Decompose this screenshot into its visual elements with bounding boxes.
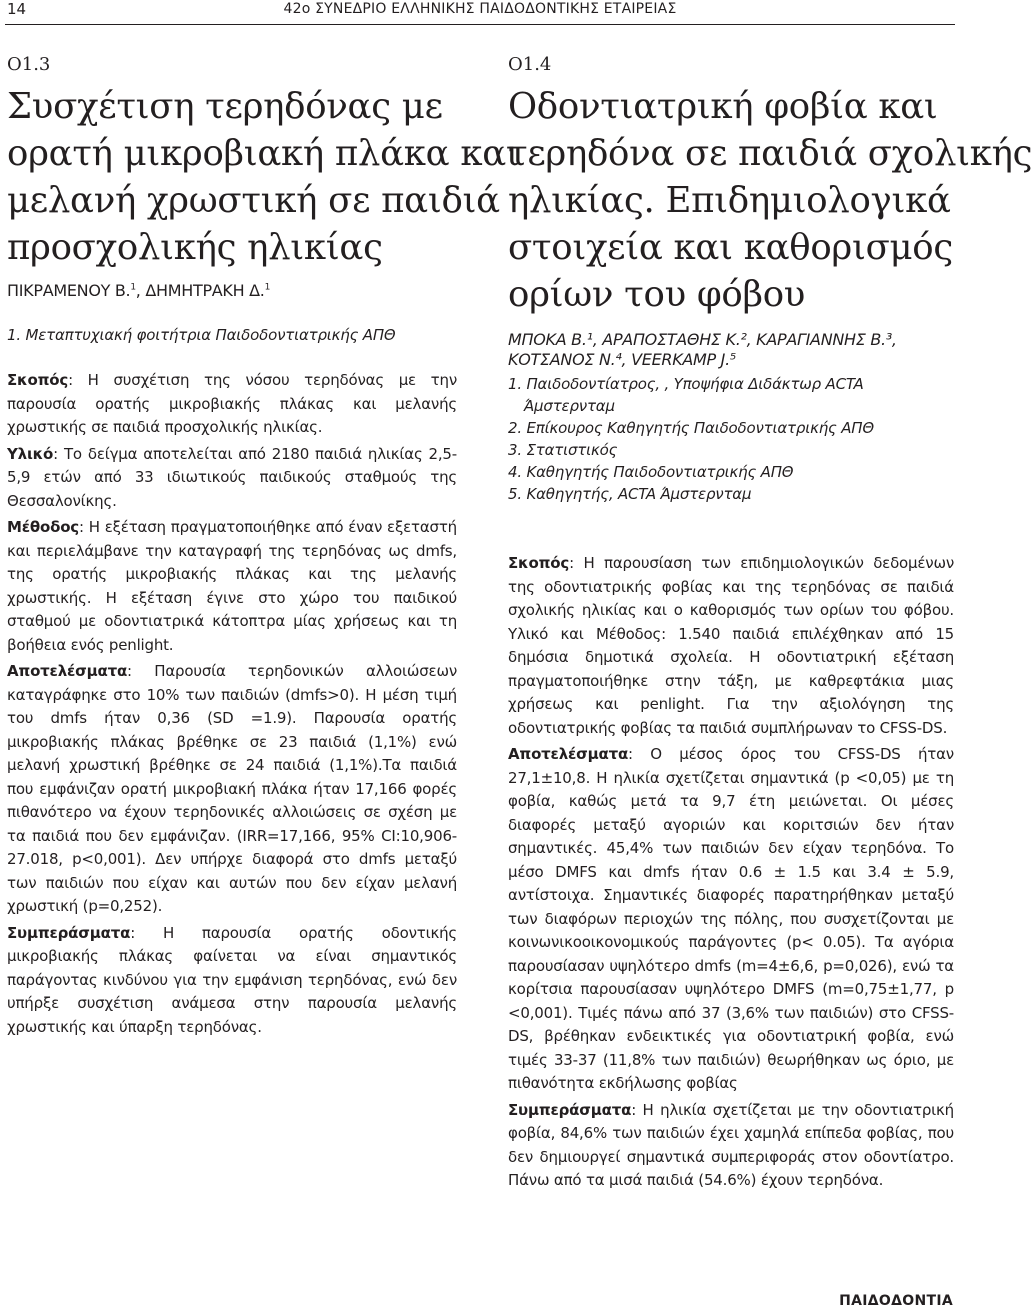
abstract-title [7, 83, 520, 271]
section-text: : Η εξέταση πραγματοποιήθηκε από έναν εξεταστή και περιελάμβανε την καταγραφή της τερηδόνας ως dmfs, της ορατής μικροβιακής πλάκας και της μελανής χρωστικής. Η εξέταση έγινε στο χώρο του παιδικού σταθμού με οδοντιατρικά κάτοπτρα μίας χρήσεως και τη βοήθεια ενός penlight. [7, 518, 457, 654]
affiliation-line: Άμστερνταμ [524, 397, 615, 415]
page-number: 14 [7, 0, 27, 18]
section-label: Συμπεράσματα [508, 1100, 632, 1119]
authors-line: ΜΠΟΚΑ Β.¹, ΑΡΑΠΟΣΤΑΘΗΣ Κ.², ΚΑΡΑΓΙΑΝΝΗΣ Β.³, [508, 330, 897, 349]
affiliation-line: 5. Καθηγητής, ACTA Άμστερνταμ [508, 485, 752, 503]
authors [508, 330, 897, 370]
running-header [0, 0, 960, 30]
affiliation-line: 1. Παιδοδοντίατρος, , Υποψήφια Διδάκτωρ ACTA [508, 375, 864, 393]
title-line: Οδοντιατρική φοβία και [508, 86, 938, 127]
section-text: : Η ηλικία σχετίζεται με την οδοντιατρική φοβία, 84,6% των παιδιών έχει χαμηλά επίπεδα φοβίας, που δεν δημιουργεί σημαντικά συμπεριφοράς στον οδοντίατρο. Πάνω από τα μισά παιδιά (54.6%) έχουν τερηδόνα. [508, 1100, 954, 1189]
authors-line: ΚΟΤΣΑΝΟΣ Ν.⁴, VEERKAMP J.⁵ [508, 350, 736, 369]
abstract-body [7, 369, 457, 1039]
journal-footer: ΠΑΙΔΟΔΟΝΤΙΑ [839, 1293, 953, 1309]
title-line: προσχολικής ηλικίας [7, 227, 383, 268]
running-title: 42ο ΣΥΝΕΔΡΙΟ ΕΛΛΗΝΙΚΗΣ ΠΑΙΔΟΔΟΝΤΙΚΗΣ ΕΤΑΙΡΕΙΑΣ [283, 1, 677, 17]
section-text: : Η παρουσία ορατής οδοντικής μικροβιακής πλάκας φαίνεται να είναι σημαντικός παράγοντας κινδύνου για την εμφάνιση τερηδόνας, ενώ δεν υπήρξε συσχέτιση ανάμεσα στην παρουσία μελανής χρωστικής και ύπαρξη τερηδόνας. [7, 923, 457, 1036]
section-text: : Η παρουσίαση των επιδημιολογικών δεδομένων της οδοντιατρικής φοβίας και της τερηδόνας σε παιδιά σχολικής ηλικίας και ο καθορισμός των ορίων του φόβου. Υλικό και Μέθοδος: 1.540 παιδιά επιλέχθηκαν από 15 δημόσια δημοτικά σχολεία. Η οδοντιατρική εξέταση πραγματοποιήθηκε στην τάξη, με καθρεφτάκια μιας χρήσεως και penlight. Για την αξιολόγηση της οδοντιατρικής φοβίας τα παιδιά συμπλήρωναν το CFSS-DS. [508, 554, 954, 737]
section-label: Υλικό [7, 444, 54, 463]
section-label: Αποτελέσματα [7, 662, 128, 680]
header-rule [5, 24, 955, 25]
abstract-code: Ο1.4 [508, 54, 552, 75]
affiliation-line: 3. Στατιστικός [508, 441, 618, 459]
authors [7, 281, 270, 301]
affiliation: 1. Μεταπτυχιακή φοιτήτρια Παιδοδοντιατρικής ΑΠΘ [7, 326, 396, 344]
title-line: Συσχέτιση τερηδόνας με [7, 86, 443, 127]
title-line: ορίων του φόβου [508, 274, 806, 315]
affiliation-line: 4. Καθηγητής Παιδοδοντιατρικής ΑΠΘ [508, 463, 794, 481]
abstract-body [508, 552, 954, 1193]
author-sup: 1 [130, 282, 136, 293]
section-label: Μέθοδος [7, 518, 79, 536]
section-label: Συμπεράσματα [7, 923, 131, 942]
title-line: μελανή χρωστική σε παιδιά [7, 180, 500, 221]
section-text: : Το δείγμα αποτελείται από 2180 παιδιά ηλικίας 2,5-5,9 ετών από 33 ιδιωτικούς παιδικούς σταθμούς της Θεσσαλονίκης. [7, 444, 457, 510]
section-text: : Η συσχέτιση της νόσου τερηδόνας με την παρουσία ορατής μικροβιακής πλάκας και μελανής χρωστικής σε παιδιά προσχολικής ηλικίας. [7, 371, 457, 436]
abstract-title [508, 83, 1032, 318]
affiliation-line: 2. Επίκουρος Καθηγητής Παιδοδοντιατρικής ΑΠΘ [508, 419, 874, 437]
section-text: : Παρουσία τερηδονικών αλλοιώσεων καταγράφηκε στο 10% των παιδιών (dmfs>0). Η μέση τιμή του dmfs ήταν 0,36 (SD =1.9). Παρουσία ορατής μικροβιακής πλάκας βρέθηκε σε 23 παιδιά (1,1%) ενώ μελανή χρωστική βρέθηκε σε 24 παιδιά (1,1%).Τα παιδιά που εμφάνιζαν ορατή μικροβιακή πλάκα ήταν 17,166 φορές πιθανότερο να έχουν τερηδονικές αλλοιώσεις σε σχέση με τα παιδιά που δεν εμφάνιζαν. (IRR=17,166, 95% CI:10,906-27.018, p<0,001). Δεν υπήρχε διαφορά στο dmfs μεταξύ των παιδιών που είχαν και αυτών που δεν είχαν μελανή χρωστική (p=0,252). [7, 662, 457, 915]
section-label: Αποτελέσματα [508, 745, 629, 763]
author-name: ΠΙΚΡΑΜΕΝΟΥ Β. [7, 281, 131, 300]
section-label: Σκοπός [508, 554, 570, 572]
title-line: τερηδόνα σε παιδιά σχολικής [508, 133, 1032, 174]
affiliations [508, 373, 874, 505]
section-label: Σκοπός [7, 371, 69, 389]
section-text: : Ο μέσος όρος του CFSS-DS ήταν 27,1±10,8. Η ηλικία σχετίζεται σημαντικά (p <0,05) με τη φοβία, καθώς μετά τα 9,7 έτη μειώνεται. Οι μέσες διαφορές μεταξύ αγοριών και κοριτσιών δεν ήταν σημαντικές. 45,4% των παιδιών δεν είχαν τερηδόνα. Το μέσο DMFS και dmfs ήταν 0.6 ± 1.5 και 3.4 ± 5.9, αντίστοιχα. Σημαντικές διαφορές παρατηρήθηκαν μεταξύ των διαφόρων περιοχών της πόλης, που συσχετίζονται με κοινωνικοοικονομικούς παράγοντες (p< 0.05). Τα αγόρια παρουσίασαν υψηλότερο dmfs (m=4±6,6, p=0,026), ενώ τα κορίτσια παρουσίασαν υψηλότερο DMFS (m=0,75±1,77, p <0,001). Τιμές πάνω από 37 (3,6% των παιδιών) στο CFSS-DS, βρέθηκαν ενδεικτικές για οδοντιατρική φοβία, ενώ τιμές 33-37 (11,8% των παιδιών) θεωρήθηκαν ως όριο, με πιθανότητα εκδήλωσης φοβίας [508, 745, 954, 1092]
abstract-code: Ο1.3 [7, 54, 51, 75]
title-line: στοιχεία και καθορισμός [508, 227, 953, 268]
author-sup: 1 [264, 282, 271, 293]
author-name: , ΔΗΜΗΤΡΑΚΗ Δ. [135, 281, 265, 300]
title-line: ορατή μικροβιακή πλάκα και [7, 133, 520, 174]
title-line: ηλικίας. Επιδημιολογικά [508, 180, 951, 221]
